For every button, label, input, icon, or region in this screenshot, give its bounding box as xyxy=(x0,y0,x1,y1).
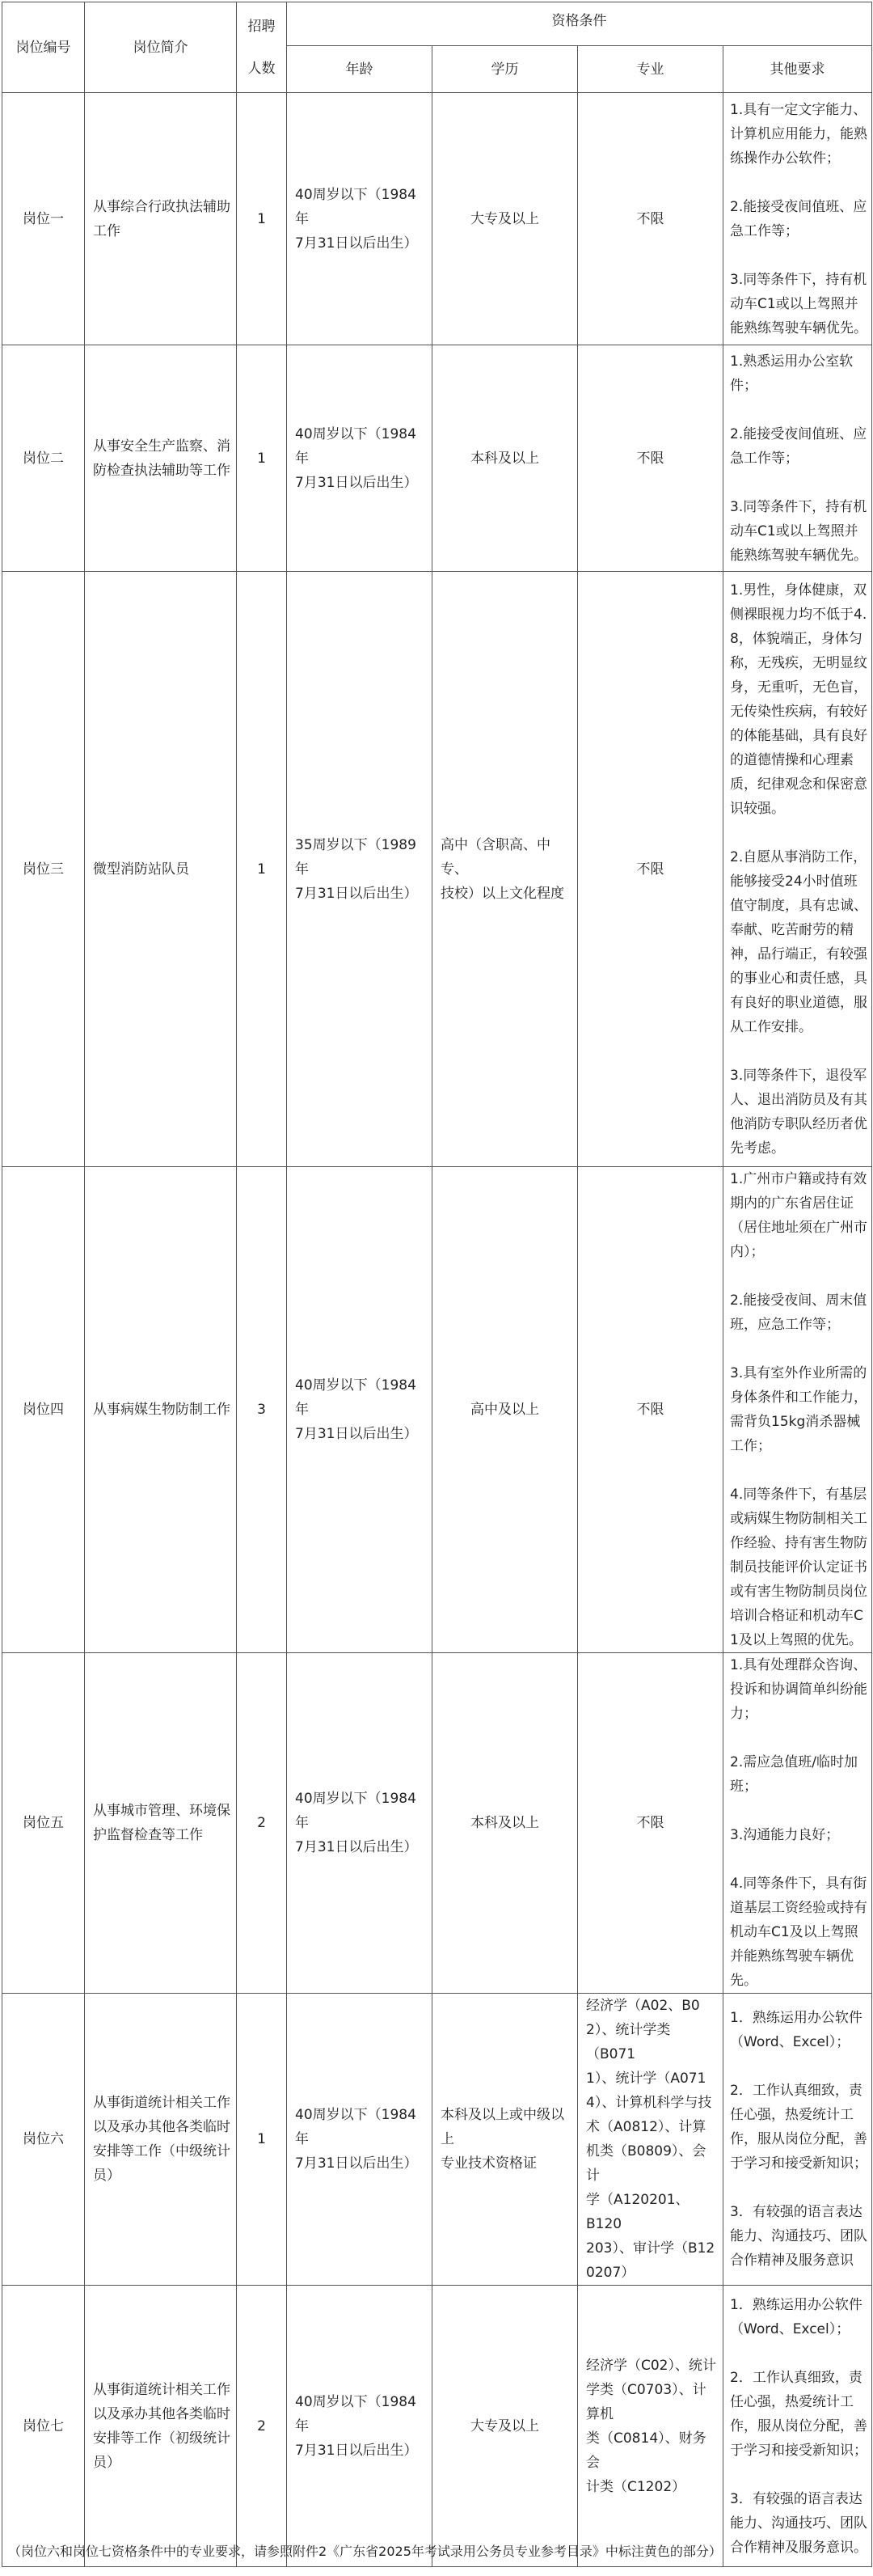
cell-line: 从事街道统计相关工作 xyxy=(93,2095,230,2111)
requirement-line: 称，无残疾，无明显纹 xyxy=(730,654,867,671)
cell-line: 以及承办其他各类临时 xyxy=(93,2405,230,2422)
requirement-line: 人、退出消防员及有其 xyxy=(730,1091,867,1108)
cell-line: 40周岁以下（1984年 xyxy=(295,1791,416,1831)
cell-education xyxy=(432,345,578,572)
requirement-line: 合作精神及服务意识。 xyxy=(730,2539,867,2556)
requirement-line: 无传染性疾病，有较好 xyxy=(730,703,867,720)
requirement-line: 练操作办公软件； xyxy=(730,150,840,167)
requirement-line: 能力、沟通技巧、团队 xyxy=(730,2515,867,2532)
paragraph-gap xyxy=(730,1458,868,1483)
cell-line: 从事城市管理、环境保 xyxy=(93,1803,230,1819)
requirement-line: 他消防专职队经历者优 xyxy=(730,1115,867,1132)
cell-age xyxy=(287,1167,432,1653)
requirement-line: 2.能接受夜间、周末值 xyxy=(730,1292,867,1309)
requirement-line: 8，体貌端正，身体匀 xyxy=(730,630,862,647)
paragraph-gap xyxy=(730,1726,868,1750)
requirement-line: 计算机应用能力，能熟 xyxy=(730,125,867,142)
requirement-line: 1．熟练运用办公软件 xyxy=(730,2010,862,2026)
requirement-line: 3.同等条件下，持有机 xyxy=(730,271,867,288)
requirement-line: 能熟练驾驶车辆优先。 xyxy=(730,319,867,336)
requirement-line: 制员技能评价认定证书 xyxy=(730,1559,867,1576)
requirement-line: 有良好的职业道德，服 xyxy=(730,994,867,1011)
requirement-line: 件； xyxy=(730,377,757,394)
requirement-line: 内）； xyxy=(730,1244,765,1260)
paragraph-gap xyxy=(730,471,868,495)
requirement-line: 3.具有室外作业所需的 xyxy=(730,1365,867,1381)
paragraph-gap xyxy=(730,1039,868,1064)
requirement-line: 1及以上驾照的优先。 xyxy=(730,1632,862,1648)
cell-line: 专业技术资格证 xyxy=(441,2155,537,2172)
cell-education xyxy=(432,1994,578,2286)
cell-line: 经济学（C02）、统计 xyxy=(586,2357,717,2374)
requirement-line: 任心强，热爱统计工 xyxy=(730,2107,854,2123)
requirement-line: 2.能接受夜间值班、应 xyxy=(730,425,867,442)
requirement-line: 2.能接受夜间值班、应 xyxy=(730,198,867,215)
cell-age xyxy=(287,1653,432,1994)
cell-intro xyxy=(85,93,237,345)
cell-major xyxy=(578,345,723,572)
cell-line: 员） xyxy=(93,2168,120,2184)
cell-major xyxy=(578,1167,723,1653)
cell-line: 40周岁以下（1984年 xyxy=(295,186,416,227)
cell-line: 不限 xyxy=(636,450,664,467)
header-qualifications: 资格条件 xyxy=(287,2,872,46)
header-count xyxy=(237,2,287,93)
footnote: （岗位六和岗位七资格条件中的专业要求，请参照附件2《广东省2025年考试录用公务员专业参考目录》中标注黄色的部分） xyxy=(8,2544,722,2559)
requirement-line: 并能熟练驾驶车辆优先。 xyxy=(730,1948,854,1989)
cell-other-requirements xyxy=(723,1994,872,2286)
cell-line: 高中及以上 xyxy=(470,1402,539,1418)
cell-education xyxy=(432,572,578,1167)
requirement-line: 身体条件和工作能力， xyxy=(730,1390,867,1406)
cell-line: 40周岁以下（1984年 xyxy=(295,425,416,467)
cell-other-requirements xyxy=(723,1167,872,1653)
requirement-line: 1.男性，身体健康，双 xyxy=(730,582,867,599)
cell-education xyxy=(432,2286,578,2567)
header-major: 专业 xyxy=(578,46,723,93)
requirement-line: 的体能基础，具有良好 xyxy=(730,727,867,744)
cell-intro xyxy=(85,1653,237,1994)
cell-other-requirements xyxy=(723,93,872,345)
cell-line: 7月31日以后出生） xyxy=(295,235,418,252)
requirement-line: 能力、沟通技巧、团队 xyxy=(730,2228,867,2244)
cell-code: 岗位六 xyxy=(2,1994,85,2286)
header-age: 年龄 xyxy=(287,46,432,93)
paragraph-gap xyxy=(730,171,868,195)
header-other: 其他要求 xyxy=(723,46,872,93)
cell-line: 不限 xyxy=(636,1402,664,1418)
cell-other-requirements xyxy=(723,345,872,572)
cell-line: 护监督检查等工作 xyxy=(93,1827,203,1843)
cell-line: 1）、统计学（A071 xyxy=(586,2071,706,2087)
cell-line: 工作 xyxy=(93,222,120,239)
cell-intro xyxy=(85,572,237,1167)
cell-line: 术（A0812）、计算 xyxy=(586,2119,706,2135)
cell-line: 学类（C0703）、计算机 xyxy=(586,2381,706,2422)
requirement-line: 期内的广东省居住证 xyxy=(730,1195,854,1212)
paragraph-gap xyxy=(730,2176,868,2200)
cell-education xyxy=(432,93,578,345)
cell-line: 4）、计算机科学与技 xyxy=(586,2095,712,2111)
cell-major xyxy=(578,1653,723,1994)
requirement-line: 1.熟悉运用办公室软 xyxy=(730,353,854,370)
cell-code: 岗位一 xyxy=(2,93,85,345)
cell-line: 计类（C1202） xyxy=(586,2478,686,2495)
paragraph-gap xyxy=(730,1264,868,1288)
cell-count: 1 xyxy=(237,1994,287,2286)
cell-line: 从事病媒生物防制工作 xyxy=(93,1402,230,1418)
requirement-line: 3.同等条件下，持有机 xyxy=(730,498,867,515)
paragraph-gap xyxy=(730,1337,868,1361)
requirement-line: 4.同等条件下，具有街 xyxy=(730,1876,867,1892)
requirement-line: 投诉和协调简单纠纷能 xyxy=(730,1681,867,1698)
requirement-line: 能够接受24小时值班 xyxy=(730,873,858,890)
cell-line: 203）、审计学（B12 xyxy=(586,2240,715,2257)
cell-line: 本科及以上 xyxy=(470,450,539,467)
requirement-line: 动车C1或以上驾照并 xyxy=(730,295,858,312)
requirement-line: 3．有较强的语言表达 xyxy=(730,2204,862,2220)
cell-major xyxy=(578,93,723,345)
requirement-line: 或病媒生物防制相关工 xyxy=(730,1511,867,1527)
cell-age xyxy=(287,1994,432,2286)
cell-line: 从事街道统计相关工作 xyxy=(93,2381,230,2398)
requirement-line: 急工作等； xyxy=(730,222,799,239)
requirement-line: 合作精神及服务意识 xyxy=(730,2252,854,2269)
cell-line: 经济学（A02、B0 xyxy=(586,1998,700,2014)
cell-line: 40周岁以下（1984年 xyxy=(295,1377,416,1418)
requirement-line: 1．熟练运用办公软件 xyxy=(730,2296,862,2313)
table-body xyxy=(2,93,872,2567)
cell-age xyxy=(287,93,432,345)
requirement-line: 任心强，热爱统计工 xyxy=(730,2393,854,2410)
requirement-line: 需背负15kg消杀器械 xyxy=(730,1414,861,1430)
cell-line: 防检查执法辅助等工作 xyxy=(93,462,230,479)
cell-count: 1 xyxy=(237,93,287,345)
table-row xyxy=(2,93,872,345)
cell-other-requirements xyxy=(723,1653,872,1994)
cell-intro xyxy=(85,1167,237,1653)
cell-line: 类（C0814）、财务会 xyxy=(586,2430,706,2471)
requirement-line: 2.需应急值班/临时加 xyxy=(730,1754,858,1770)
requirement-line: 动车C1或以上驾照并 xyxy=(730,522,858,539)
cell-line: 从事综合行政执法辅助 xyxy=(93,198,230,215)
requirement-line: 先考虑。 xyxy=(730,1140,785,1157)
cell-count: 2 xyxy=(237,2286,287,2567)
cell-code: 岗位五 xyxy=(2,1653,85,1994)
requirement-line: （居住地址须在广州市 xyxy=(730,1220,867,1236)
requirement-line: 能熟练驾驶车辆优先。 xyxy=(730,547,867,564)
table-row xyxy=(2,1994,872,2286)
cell-education xyxy=(432,1167,578,1653)
requirement-line: （Word、Excel）； xyxy=(730,2034,850,2050)
table-row xyxy=(2,572,872,1167)
requirement-line: 4.同等条件下，有基层 xyxy=(730,1487,867,1503)
header-count-bottom: 人数 xyxy=(247,60,276,77)
cell-code: 岗位二 xyxy=(2,345,85,572)
requirement-line: 培训合格证和机动车C xyxy=(730,1608,863,1624)
header-code: 岗位编号 xyxy=(2,2,85,93)
requirement-line: 作经验、持有害生物防 xyxy=(730,1535,867,1551)
cell-line: 员） xyxy=(93,2454,120,2471)
cell-line: 7月31日以后出生） xyxy=(295,1839,418,1855)
cell-intro xyxy=(85,2286,237,2567)
cell-line: 7月31日以后出生） xyxy=(295,885,418,902)
table-row xyxy=(2,345,872,572)
requirement-line: 2.自愿从事消防工作， xyxy=(730,848,867,865)
cell-line: 大专及以上 xyxy=(470,2417,539,2434)
requirement-line: 班； xyxy=(730,1779,757,1795)
table-row xyxy=(2,1167,872,1653)
cell-major xyxy=(578,2286,723,2567)
cell-count: 1 xyxy=(237,345,287,572)
requirement-line: 班，应急工作等； xyxy=(730,1317,840,1333)
requirement-line: 于学习和接受新知识； xyxy=(730,2155,867,2172)
requirement-line: 识较强。 xyxy=(730,800,785,817)
cell-age xyxy=(287,2286,432,2567)
paragraph-gap xyxy=(730,398,868,422)
requirement-line: 的道德情操和心理素 xyxy=(730,751,854,768)
cell-line: 机类（B0809）、会计 xyxy=(586,2143,706,2184)
requirement-line: 侧裸眼视力均不低于4. xyxy=(730,606,867,623)
requirement-line: 从工作安排。 xyxy=(730,1018,812,1035)
requirement-line: 3．有较强的语言表达 xyxy=(730,2490,862,2507)
requirement-line: 身，无重听，无色盲， xyxy=(730,679,867,696)
cell-other-requirements xyxy=(723,2286,872,2567)
cell-education xyxy=(432,1653,578,1994)
cell-code: 岗位三 xyxy=(2,572,85,1167)
cell-line: 7月31日以后出生） xyxy=(295,2155,418,2172)
cell-code: 岗位四 xyxy=(2,1167,85,1653)
requirement-line: 作，服从岗位分配，善 xyxy=(730,2131,867,2147)
cell-code: 岗位七 xyxy=(2,2286,85,2567)
cell-line: 安排等工作（初级统计 xyxy=(93,2430,230,2447)
cell-line: 本科及以上 xyxy=(470,1815,539,1831)
cell-line: 本科及以上或中级以上 xyxy=(441,2107,564,2147)
cell-line: 微型消防站队员 xyxy=(93,861,189,878)
cell-line: 不限 xyxy=(636,1815,664,1831)
cell-line: 35周岁以下（1989年 xyxy=(295,836,416,878)
paragraph-gap xyxy=(730,2054,868,2079)
requirement-line: 道基层工资经验或持有 xyxy=(730,1900,867,1916)
requirement-line: 1.具有一定文字能力、 xyxy=(730,101,867,118)
paragraph-gap xyxy=(730,1847,868,1872)
cell-intro xyxy=(85,345,237,572)
cell-line: 7月31日以后出生） xyxy=(295,2442,418,2459)
cell-line: 40周岁以下（1984年 xyxy=(295,2393,416,2434)
requirement-line: 2．工作认真细致，责 xyxy=(730,2369,862,2386)
requirement-line: 的事业心和责任感，具 xyxy=(730,970,867,987)
requirement-line: 作，服从岗位分配，善 xyxy=(730,2417,867,2434)
cell-intro xyxy=(85,1994,237,2286)
cell-line: 技校）以上文化程度 xyxy=(441,885,564,902)
table-row xyxy=(2,2286,872,2567)
cell-line: 7月31日以后出生） xyxy=(295,474,418,491)
paragraph-gap xyxy=(730,1799,868,1823)
requirement-line: 奉献、吃苦耐劳的精 xyxy=(730,921,854,938)
requirement-line: 3.沟通能力良好； xyxy=(730,1827,840,1843)
requirement-line: 急工作等； xyxy=(730,450,799,467)
header-count-top: 招聘 xyxy=(247,18,276,35)
cell-line: 不限 xyxy=(636,861,664,878)
requirement-line: 或有害生物防制员岗位 xyxy=(730,1584,867,1600)
cell-count: 2 xyxy=(237,1653,287,1994)
paragraph-gap xyxy=(730,2341,868,2366)
header-intro: 岗位简介 xyxy=(85,2,237,93)
requirement-line: 工作； xyxy=(730,1438,771,1454)
cell-line: 40周岁以下（1984年 xyxy=(295,2107,416,2147)
requirement-line: 神，品行端正，有较强 xyxy=(730,945,867,962)
cell-line: 以及承办其他各类临时 xyxy=(93,2119,230,2135)
cell-other-requirements xyxy=(723,572,872,1167)
cell-line: 大专及以上 xyxy=(470,210,539,227)
requirement-line: 于学习和接受新知识； xyxy=(730,2442,867,2459)
requirement-line: 3.同等条件下，退役军 xyxy=(730,1067,867,1084)
requirement-line: 力； xyxy=(730,1706,757,1722)
cell-major xyxy=(578,572,723,1167)
requirement-line: 2．工作认真细致，责 xyxy=(730,2083,862,2099)
cell-age xyxy=(287,572,432,1167)
cell-count: 1 xyxy=(237,572,287,1167)
cell-line: 学（A120201、B120 xyxy=(586,2192,690,2232)
recruitment-table xyxy=(2,2,872,2567)
cell-line: 0207） xyxy=(586,2265,635,2281)
paragraph-gap xyxy=(730,2463,868,2487)
header-education: 学历 xyxy=(432,46,578,93)
cell-line: 2）、统计学类（B071 xyxy=(586,2022,671,2062)
cell-line: 7月31日以后出生） xyxy=(295,1426,418,1442)
cell-line: 从事安全生产监察、消 xyxy=(93,438,230,455)
requirement-line: 机动车C1及以上驾照 xyxy=(730,1924,858,1940)
cell-line: 高中（含职高、中专、 xyxy=(441,836,550,878)
table-row xyxy=(2,1653,872,1994)
requirement-line: 1.具有处理群众咨询、 xyxy=(730,1657,867,1673)
requirement-line: （Word、Excel）； xyxy=(730,2320,850,2337)
requirement-line: 质，纪律观念和保密意 xyxy=(730,776,867,793)
cell-line: 安排等工作（中级统计 xyxy=(93,2143,230,2159)
paragraph-gap xyxy=(730,821,868,845)
cell-count: 3 xyxy=(237,1167,287,1653)
requirement-line: 值守制度，具有忠诚、 xyxy=(730,897,867,914)
cell-major xyxy=(578,1994,723,2286)
paragraph-gap xyxy=(730,243,868,268)
requirement-line: 1.广州市户籍或持有效 xyxy=(730,1171,867,1187)
cell-line: 不限 xyxy=(636,210,664,227)
cell-age xyxy=(287,345,432,572)
